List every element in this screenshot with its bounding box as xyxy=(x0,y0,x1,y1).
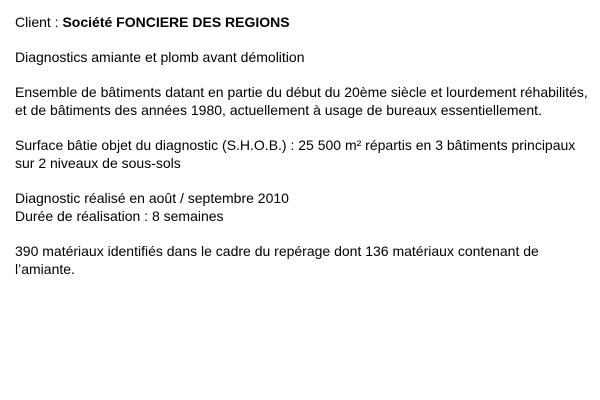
client-label: Client : xyxy=(15,14,63,30)
surface-paragraph xyxy=(15,136,595,172)
description-line-1: Ensemble de bâtiments datant en partie du début du 20ème siècle et lourdement réhabilités, xyxy=(15,84,588,100)
document-body xyxy=(15,13,595,295)
materials-line-1: 390 matériaux identifiés dans le cadre du repérage dont 136 matériaux contenant de xyxy=(15,243,539,259)
timing-duration: Durée de réalisation : 8 semaines xyxy=(15,208,224,224)
client-name: Société FONCIERE DES REGIONS xyxy=(62,14,290,30)
description-line-2: et de bâtiments des années 1980, actuellement à usage de bureaux essentiellement. xyxy=(15,102,542,118)
materials-line-2: l’amiante. xyxy=(15,261,75,277)
surface-line-2: sur 2 niveaux de sous-sols xyxy=(15,155,181,171)
description-paragraph xyxy=(15,83,595,119)
materials-paragraph xyxy=(15,242,595,278)
timing-date: Diagnostic réalisé en août / septembre 2010 xyxy=(15,190,289,206)
subject-line: Diagnostics amiante et plomb avant démolition xyxy=(15,49,305,65)
client-line xyxy=(15,13,595,31)
timing-paragraph xyxy=(15,189,595,225)
surface-line-1: Surface bâtie objet du diagnostic (S.H.O.B.) : 25 500 m² répartis en 3 bâtiments principaux xyxy=(15,137,576,153)
